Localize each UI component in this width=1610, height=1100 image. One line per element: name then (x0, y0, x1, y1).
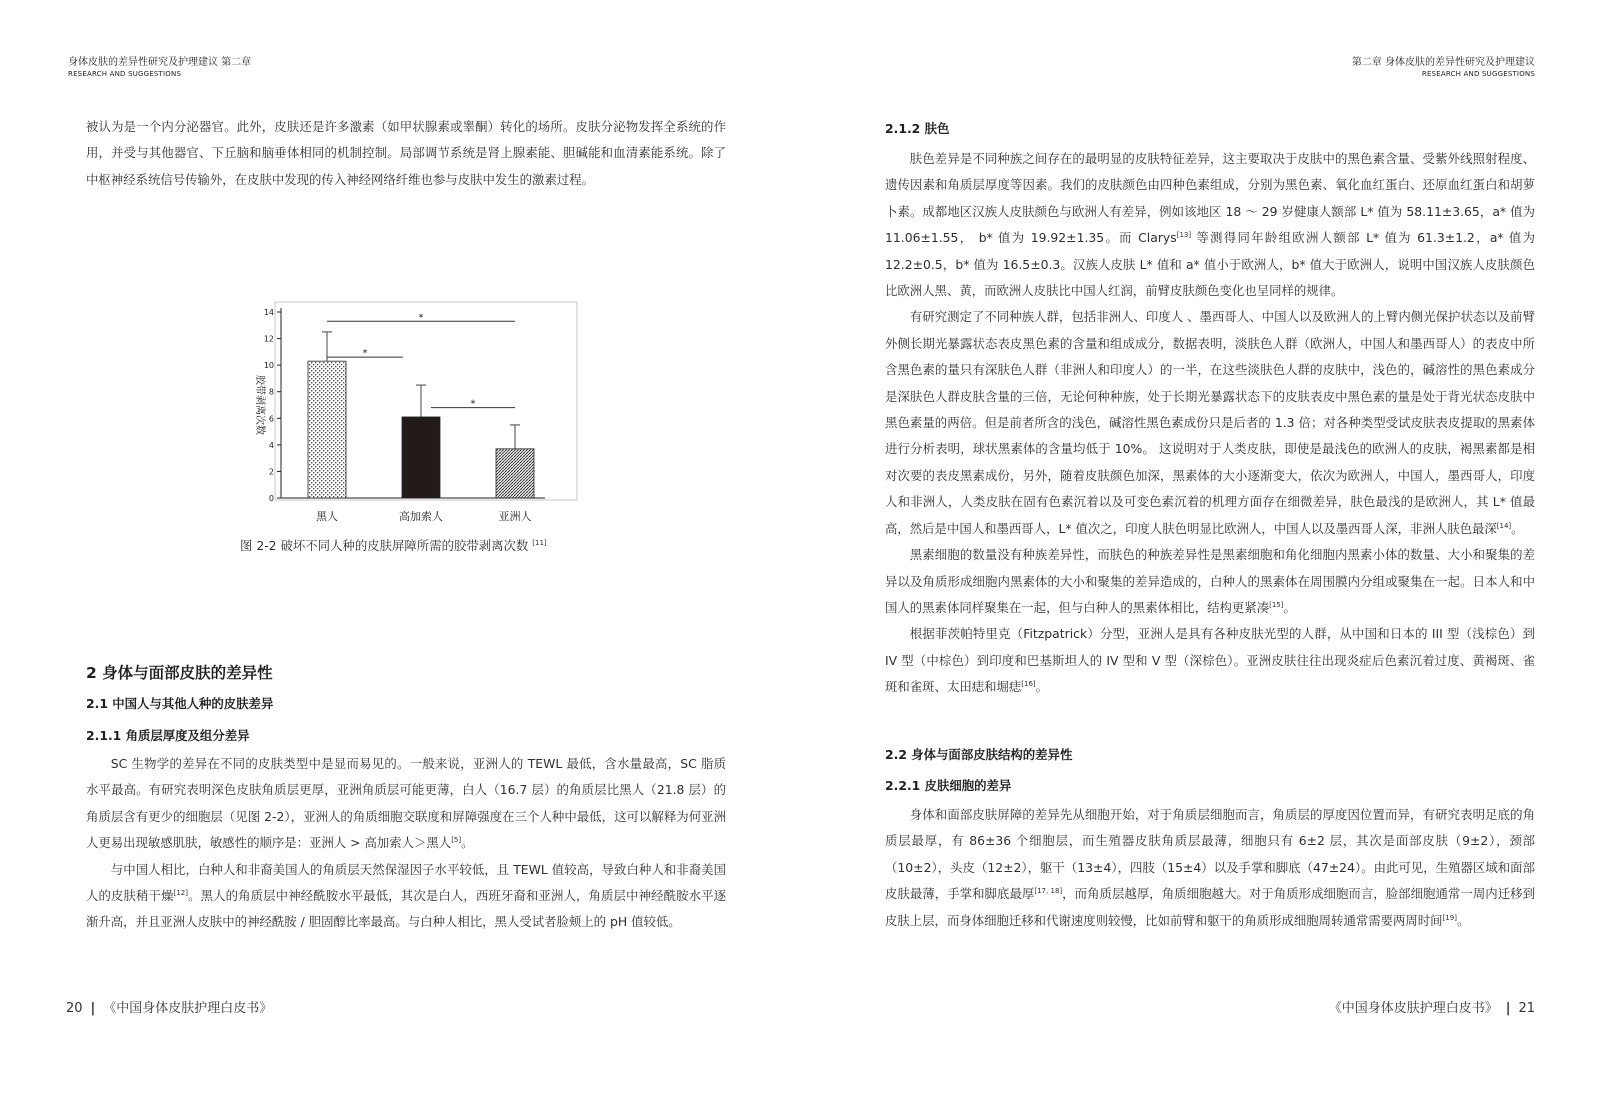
reference-17-18: [17, 18] (1034, 887, 1063, 896)
bar (402, 417, 440, 498)
figure-caption (240, 536, 547, 554)
intro-paragraph: 被认为是一个内分泌器官。此外，皮肤还是许多激素（如甲状腺素或睾酮）转化的场所。皮肤分泌物发挥全系统的作用，并受与其他器官、下丘脑和脑垂体相同的机制控制。局部调节系统是肾上腺素能、胆碱能和血清素能系统。除了中枢神经系统信号传输外，在皮肤中发现的传入神经网络纤维也参与皮肤中发生的激素过程。 (86, 119, 726, 187)
header-title: 第二章 身体皮肤的差异性研究及护理建议 (1351, 57, 1535, 68)
x-category-label: 高加索人 (399, 510, 443, 523)
x-category-label: 黑人 (316, 510, 338, 523)
y-tick-label: 8 (268, 387, 274, 397)
y-tick-label: 14 (263, 308, 274, 317)
section-2-2-block (885, 744, 1535, 934)
footer-separator: | (90, 1001, 96, 1016)
paragraph-ceramide (86, 857, 726, 936)
header-subtitle: RESEARCH AND SUGGESTIONS (1421, 70, 1535, 78)
paragraph-melanocytes (885, 542, 1535, 621)
tape-stripping-bar-chart (245, 300, 585, 530)
y-tick-label: 12 (263, 334, 274, 344)
paragraph-end: 。 (1283, 599, 1296, 615)
header-subtitle: RESEARCH AND SUGGESTIONS (68, 70, 182, 78)
section-heading-2: 2 身体与面部皮肤的差异性 (86, 664, 273, 682)
footer-book-title: 《中国身体皮肤护理白皮书》 (103, 1001, 273, 1016)
paragraph-text-continued: ，而角质层越厚，角质细胞越大。对于角质形成细胞而言，脸部细胞通常一周内迁移到皮肤上层，而身体细胞迁移和代谢速度则较慢，比如前臂和躯干的角质形成细胞周转通常需要两周时间 (885, 886, 1536, 928)
paragraph-text-continued: 等测得同年龄组欧洲人额部 L* 值为 61.3±1.2，a* 值为 12.2±0.5，b* 值为 16.5±0.3。汉族人皮肤 L* 值和 a* 值小于欧洲人，b* 值大于欧洲人，说明中国汉族人皮肤颜色比欧洲人黑、黄，而欧洲人皮肤比中国人红润，前臂皮肤颜色变化也呈同样的规律。 (885, 230, 1535, 299)
x-category-label: 亚洲人 (498, 510, 532, 523)
footer-left (66, 997, 272, 1016)
footer-separator: | (1505, 1001, 1511, 1016)
paragraph-skin-cells (885, 802, 1535, 934)
section-2-block (86, 662, 726, 936)
figure-caption-reference: [11] (532, 538, 547, 547)
section-heading-2-1-1: 2.1.1 角质层厚度及组分差异 (86, 728, 250, 743)
footer-right (1329, 997, 1535, 1016)
reference-19: [19] (1442, 913, 1457, 922)
reference-16: [16] (1021, 680, 1036, 688)
significance-marker: * (470, 398, 476, 410)
paragraph-end: 。 (461, 835, 474, 851)
figure-2-2 (245, 300, 585, 566)
y-tick-label: 10 (263, 361, 274, 371)
reference-12: [12] (173, 888, 188, 897)
reference-5: [5] (451, 836, 462, 845)
significance-marker: * (418, 312, 424, 324)
y-tick-label: 4 (268, 440, 274, 450)
running-header-left (68, 56, 251, 79)
y-axis-label: 胶带剥离次数 (254, 375, 265, 435)
page-number: 21 (1518, 1001, 1535, 1016)
reference-15: [15] (1269, 600, 1284, 609)
paragraph-text: 根据菲茨帕特里克（Fitzpatrick）分型，亚洲人是具有各种皮肤光型的人群，从中国和日本的 III 型（浅棕色）到 IV 型（中棕色）到印度和巴基斯坦人的 IV 型和 V 型（深棕色）。亚洲皮肤往往出现炎症后色素沉着过度、黄褐斑、雀斑和雀斑、太田痣和堀痣 (885, 626, 1535, 695)
paragraph-end: 。 (1511, 520, 1524, 536)
bar (496, 449, 534, 498)
section-heading-2-2-1: 2.2.1 皮肤细胞的差异 (885, 778, 1012, 793)
paragraph-skin-color (885, 146, 1535, 304)
page-number: 20 (66, 1001, 83, 1016)
reference-13: [13] (1176, 231, 1192, 240)
paragraph-end: 。 (1456, 912, 1470, 928)
right-page (805, 0, 1610, 1100)
y-tick-label: 2 (268, 467, 274, 477)
paragraph-text: 黑素细胞的数量没有种族差异性，而肤色的种族差异性是黑素细胞和角化细胞内黑素小体的数量、大小和聚集的差异以及角质形成细胞内黑素体的大小和聚集的差异造成的，白种人的黑素体在周围膜内分组或聚集在一起。日本人和中国人的黑素体同样聚集在一起，但与白种人的黑素体相比，结构更紧凑 (885, 547, 1535, 615)
section-heading-2-1: 2.1 中国人与其他人种的皮肤差异 (86, 696, 274, 711)
paragraph-stratum-corneum (86, 751, 726, 857)
paragraph-text: 有研究测定了不同种族人群，包括非洲人、印度人 、墨西哥人、中国人以及欧洲人的上臂内侧光保护状态以及前臂外侧长期光暴露状态表皮黑色素的含量和组成成分，数据表明，淡肤色人群（欧洲人，中国人和墨西哥人）的表皮中所含黑色素的量只有深肤色人群（非洲人和印度人）的一半，在这些淡肤色人群的皮肤中，浅色的，碱溶性的黑色素成分是深肤色人群皮肤含量的三倍，无论何种种族，处于长期光暴露状态下的皮肤表皮中黑色素的量是处于背光状态皮肤中黑色素量的两倍。但是前者所含的浅色，碱溶性黑色素成份只是后者的 1.3 倍；对各种类型受试皮肤表皮提取的黑素体进行分析表明，球状黑素体的含量均低于 10%。 这说明对于人类皮肤，即使是最浅色的欧洲人的皮肤，褐黑素都是相对次要的表皮黑素成份，另外，随着皮肤颜色加深，黑素体的大小逐渐变大，依次为欧洲人，中国人，墨西哥人，印度人和非洲人，人类皮肤在固有色素沉着以及可变色素沉着的机理方面存在细微差异，肤色最浅的是欧洲人，其 L* 值最高，然后是中国人和墨西哥人，L* 值次之，印度人肤色明显比欧洲人，中国人以及墨西哥人深，非洲人肤色最深 (885, 309, 1535, 536)
y-tick-label: 0 (268, 494, 274, 503)
header-title: 身体皮肤的差异性研究及护理建议 第二章 (68, 57, 252, 68)
paragraph-text: 身体和面部皮肤屏障的差异先从细胞开始，对于角质层细胞而言，角质层的厚度因位置而异，有研究表明足底的角质层最厚，有 86±36 个细胞层，而生殖器皮肤角质层最薄，细胞只有 6±2 层，其次是面部皮肤（9±2），颈部（10±2），头皮（12±2），躯干（13±4），四肢（15±4）以及手掌和脚底（47±24）。由此可见，生殖器区域和面部皮肤最薄，手掌和脚底最厚 (885, 807, 1535, 902)
y-tick-label: 6 (268, 414, 274, 424)
skin-color-section (885, 118, 1535, 701)
paragraph-text: 肤色差异是不同种族之间存在的最明显的皮肤特征差异，这主要取决于皮肤中的黑色素含量、受紫外线照射程度、遗传因素和角质层厚度等因素。我们的皮肤颜色由四种色素组成，分别为黑色素、氧化血红蛋白、还原血红蛋白和胡萝卜素。成都地区汉族人皮肤颜色与欧洲人有差异，例如该地区 18 ～ 29 岁健康人额部 L* 值为 58.11±3.65，a* 值为 11.06±1.55， b* 值为 19.92±1.35。而 Clarys (885, 151, 1535, 246)
paragraph-fitzpatrick (885, 621, 1535, 700)
reference-14: [14] (1496, 521, 1512, 530)
paragraph-text-continued: 。黑人的角质层中神经酰胺水平最低，其次是白人，西班牙裔和亚洲人，角质层中神经酰胺水平逐渐升高，并且亚洲人皮肤中的神经酰胺 / 胆固醇比率最高。与白种人相比，黑人受试者脸颊上的 pH 值较低。 (86, 888, 727, 930)
significance-marker: * (362, 348, 368, 360)
section-heading-2-2: 2.2 身体与面部皮肤结构的差异性 (885, 747, 1073, 762)
paragraph-end: 。 (1035, 679, 1049, 695)
paragraph-text: 与中国人相比，白种人和非裔美国人的角质层天然保湿因子水平较低，且 TEWL 值较高，导致白种人和非裔美国人的皮肤稍干燥 (86, 861, 726, 904)
running-header-right (1352, 56, 1535, 79)
intro-text-block (86, 114, 726, 193)
footer-book-title: 《中国身体皮肤护理白皮书》 (1328, 1001, 1498, 1016)
paragraph-text: SC 生物学的差异在不同的皮肤类型中是显而易见的。一般来说，亚洲人的 TEWL 最低，含水量最高，SC 脂质水平最高。有研究表明深色皮肤角质层更厚，亚洲角质层可能更薄，白人（16.7 层）的角质层比黑人（21.8 层）的角质层含有更少的细胞层（见图 2-2），亚洲人的角质细胞交联度和屏障强度在三个人种中最低，这可以解释为何亚洲人更易出现敏感肌肤，敏感性的顺序是：亚洲人 > 高加索人＞黑人 (86, 756, 726, 851)
section-heading-2-1-2: 2.1.2 肤色 (885, 121, 950, 136)
bar (308, 361, 346, 498)
paragraph-melanin-study (885, 304, 1535, 542)
figure-caption-text: 图 2-2 破坏不同人种的皮肤屏障所需的胶带剥离次数 (240, 538, 529, 553)
